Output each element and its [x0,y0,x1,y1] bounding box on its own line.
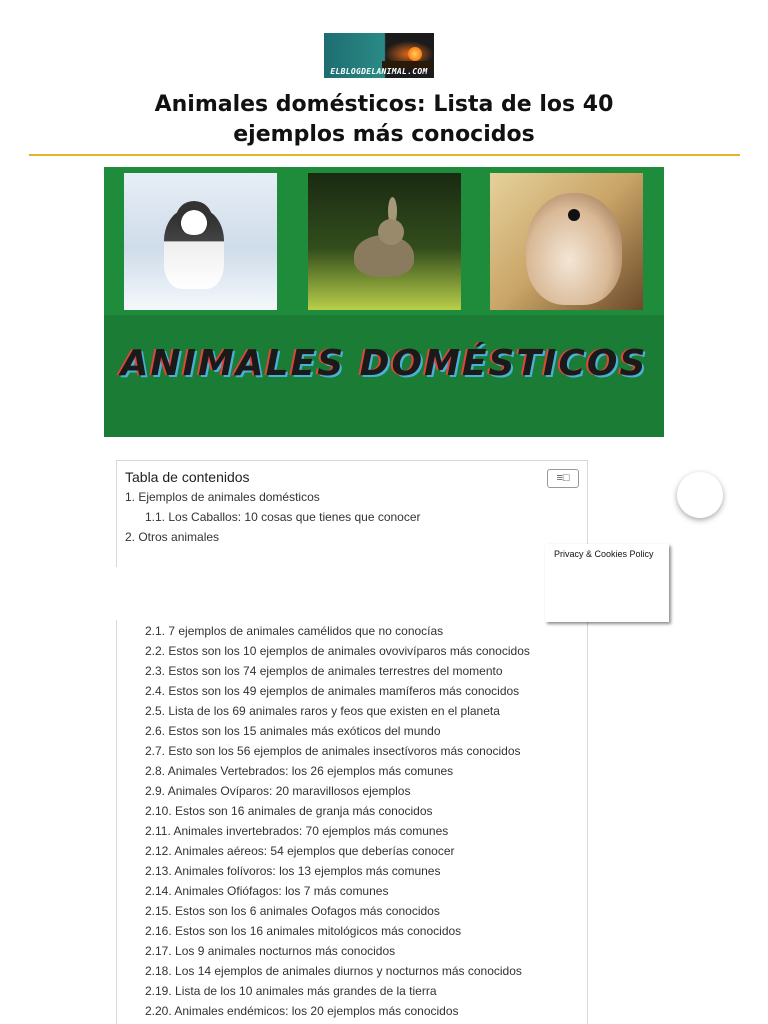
toc-subitem[interactable]: 2.5. Lista de los 69 animales raros y feos que existen en el planeta [145,704,500,718]
toc-subitem[interactable]: 2.12. Animales aéreos: 54 ejemplos que deberías conocer [145,844,455,858]
toc-subitem[interactable]: 2.17. Los 9 animales nocturnos más conocidos [145,944,396,958]
hamster-eye [568,209,580,221]
title-divider [29,154,740,156]
toc-item[interactable]: 1.1. Los Caballos: 10 cosas que tienes que conocer [145,510,421,524]
toc-subitem[interactable]: 2.14. Animales Ofiófagos: los 7 más comunes [145,884,389,898]
banner-heading: ANIMALES DOMÉSTICOS [120,343,648,384]
toc-subitem[interactable]: 2.2. Estos son los 10 ejemplos de animales ovovivíparos más conocidos [145,644,530,658]
logo-brand-text: ELBLOGDELANIMAL.COM [330,67,428,76]
toc-subitem[interactable]: 2.6. Estos son los 15 animales más exóticos del mundo [145,724,441,738]
toc-item[interactable]: 2. Otros animales [125,530,220,544]
toc-subitem[interactable]: 2.1. 7 ejemplos de animales camélidos que no conocías [145,624,444,638]
toc-subitem[interactable]: 2.9. Animales Ovíparos: 20 maravillosos ejemplos [145,784,411,798]
privacy-cookies-popup[interactable] [545,544,669,622]
rabbit-photo [308,173,461,310]
husky-photo [124,173,277,310]
toc-title: Tabla de contenidos [125,469,250,485]
husky-face [176,201,212,235]
toc-subitem[interactable]: 2.7. Esto son los 56 ejemplos de animales insectívoros más conocidos [145,744,521,758]
list-toggle-icon[interactable]: ≡□ [547,469,579,488]
toc-subitem[interactable]: 2.18. Los 14 ejemplos de animales diurnos y nocturnos más conocidos [145,964,522,978]
hamster-photo [490,173,643,310]
table-of-contents [116,460,588,567]
hero-banner [104,167,664,437]
toc-item[interactable]: 1. Ejemplos de animales domésticos [125,490,320,504]
page-title: Animales domésticos: Lista de los 40 ejemplos más conocidos [154,92,614,147]
toc-subitem[interactable]: 2.20. Animales endémicos: los 20 ejemplos más conocidos [145,1004,459,1018]
floating-action-button[interactable] [677,472,723,518]
sun-icon [408,47,422,61]
toc-subitem[interactable]: 2.19. Lista de los 10 animales más grandes de la tierra [145,984,437,998]
toc-subitem[interactable]: 2.4. Estos son los 49 ejemplos de animales mamíferos más conocidos [145,684,520,698]
toc-subitem[interactable]: 2.3. Estos son los 74 ejemplos de animales terrestres del momento [145,664,503,678]
site-logo[interactable] [324,33,434,78]
toc-subitem[interactable]: 2.8. Animales Vertebrados: los 26 ejemplos más comunes [145,764,454,778]
rabbit-head [378,219,404,245]
toc-subitem[interactable]: 2.10. Estos son 16 animales de granja más conocidos [145,804,433,818]
toc-sublist [116,620,588,1024]
privacy-policy-link[interactable]: Privacy & Cookies Policy [554,549,654,559]
toc-subitem[interactable]: 2.13. Animales folívoros: los 13 ejemplos más comunes [145,864,441,878]
toc-subitem[interactable]: 2.16. Estos son los 16 animales mitológicos más conocidos [145,924,462,938]
toc-subitem[interactable]: 2.15. Estos son los 6 animales Oofagos más conocidos [145,904,440,918]
toc-subitem[interactable]: 2.11. Animales invertebrados: 70 ejemplos más comunes [145,824,449,838]
